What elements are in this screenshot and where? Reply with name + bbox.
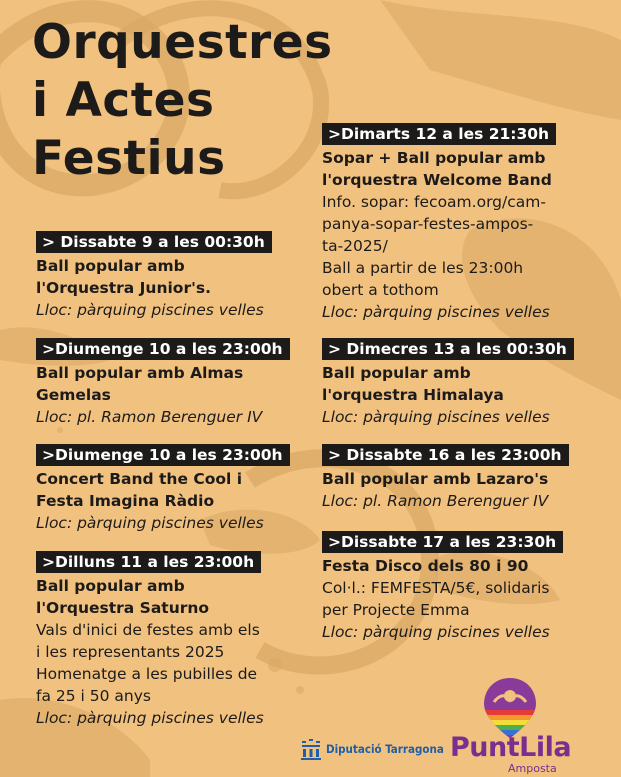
event-info-line: Info. sopar: fecoam.org/cam- (322, 193, 546, 211)
event-dissabte-9 (36, 231, 272, 321)
event-info-line: Vals d'inici de festes amb els (36, 621, 260, 639)
event-name-line: l'Orquestra Saturno (36, 599, 210, 617)
event-dissabte-16 (322, 444, 569, 512)
event-info-line: panya-sopar-festes-ampos- (322, 215, 534, 233)
title-line-3: Festius (32, 131, 226, 186)
event-info-line: fa 25 i 50 anys (36, 687, 151, 705)
poster-title (32, 14, 333, 188)
event-location: Lloc: pl. Ramon Berenguer IV (322, 492, 549, 510)
event-info-line: Col·l.: FEMFESTA/5€, solidaris (322, 579, 550, 597)
event-info (36, 619, 264, 707)
event-name (322, 468, 569, 490)
event-date-header: >Dilluns 11 a les 23:00h (36, 551, 261, 573)
diputacio-text: Diputació Tarragona (326, 742, 444, 756)
event-diumenge-10-concert (36, 444, 290, 534)
event-location: Lloc: pàrquing piscines velles (322, 408, 550, 426)
event-name (36, 575, 264, 619)
event-name-line: Sopar + Ball popular amb (322, 149, 546, 167)
event-name-line: Gemelas (36, 386, 111, 404)
event-name-line: l'orquestra Himalaya (322, 386, 504, 404)
event-name-line: Ball popular amb Lazaro's (322, 470, 549, 488)
title-line-2: i Actes (32, 73, 215, 128)
event-diumenge-10-almas (36, 338, 290, 428)
event-name (36, 362, 290, 406)
event-date-header: >Diumenge 10 a les 23:00h (36, 444, 290, 466)
event-info-line: ta-2025/ (322, 237, 388, 255)
event-info-line: obert a tothom (322, 281, 439, 299)
event-info (322, 577, 563, 621)
event-name-line: Ball popular amb (322, 364, 471, 382)
event-name (322, 555, 563, 577)
event-info (322, 191, 556, 301)
event-name-line: Ball popular amb (36, 257, 185, 275)
event-dissabte-17 (322, 531, 563, 643)
event-dimecres-13 (322, 338, 574, 428)
punt-lila-subtitle: Amposta (508, 762, 557, 775)
diputacio-emblem-icon (300, 738, 322, 760)
event-location: Lloc: pàrquing piscines velles (322, 303, 550, 321)
event-name (36, 468, 290, 512)
event-date-header: > Dissabte 16 a les 23:00h (322, 444, 569, 466)
event-name-line: Festa Imagina Ràdio (36, 492, 215, 510)
event-location: Lloc: pàrquing piscines velles (36, 709, 264, 727)
event-info-line: Homenatge a les pubilles de (36, 665, 258, 683)
event-name-line: Ball popular amb (36, 577, 185, 595)
event-info-line: Ball a partir de les 23:00h (322, 259, 524, 277)
punt-lila-text: PuntLila (450, 732, 572, 763)
event-name-line: Festa Disco dels 80 i 90 (322, 557, 529, 575)
event-date-header: > Dissabte 9 a les 00:30h (36, 231, 272, 253)
event-dilluns-11 (36, 551, 264, 729)
event-name-line: Concert Band the Cool i (36, 470, 243, 488)
event-location: Lloc: pàrquing piscines velles (36, 301, 264, 319)
event-location: Lloc: pl. Ramon Berenguer IV (36, 408, 263, 426)
event-name-line: Ball popular amb Almas (36, 364, 244, 382)
event-name (322, 362, 574, 406)
event-date-header: >Dissabte 17 a les 23:30h (322, 531, 563, 553)
event-info-line: per Projecte Emma (322, 601, 470, 619)
title-line-1: Orquestres (32, 15, 333, 70)
event-name-line: l'Orquestra Junior's. (36, 279, 211, 297)
event-dimarts-12 (322, 123, 556, 323)
event-info-line: i les representants 2025 (36, 643, 225, 661)
diputacio-tarragona-logo (300, 738, 444, 760)
event-location: Lloc: pàrquing piscines velles (322, 623, 550, 641)
event-name (322, 147, 556, 191)
event-name-line: l'orquestra Welcome Band (322, 171, 552, 189)
punt-lila-logo (450, 672, 610, 777)
event-date-header: >Dimarts 12 a les 21:30h (322, 123, 556, 145)
event-name (36, 255, 272, 299)
event-date-header: > Dimecres 13 a les 00:30h (322, 338, 574, 360)
event-location: Lloc: pàrquing piscines velles (36, 514, 264, 532)
event-date-header: >Diumenge 10 a les 23:00h (36, 338, 290, 360)
